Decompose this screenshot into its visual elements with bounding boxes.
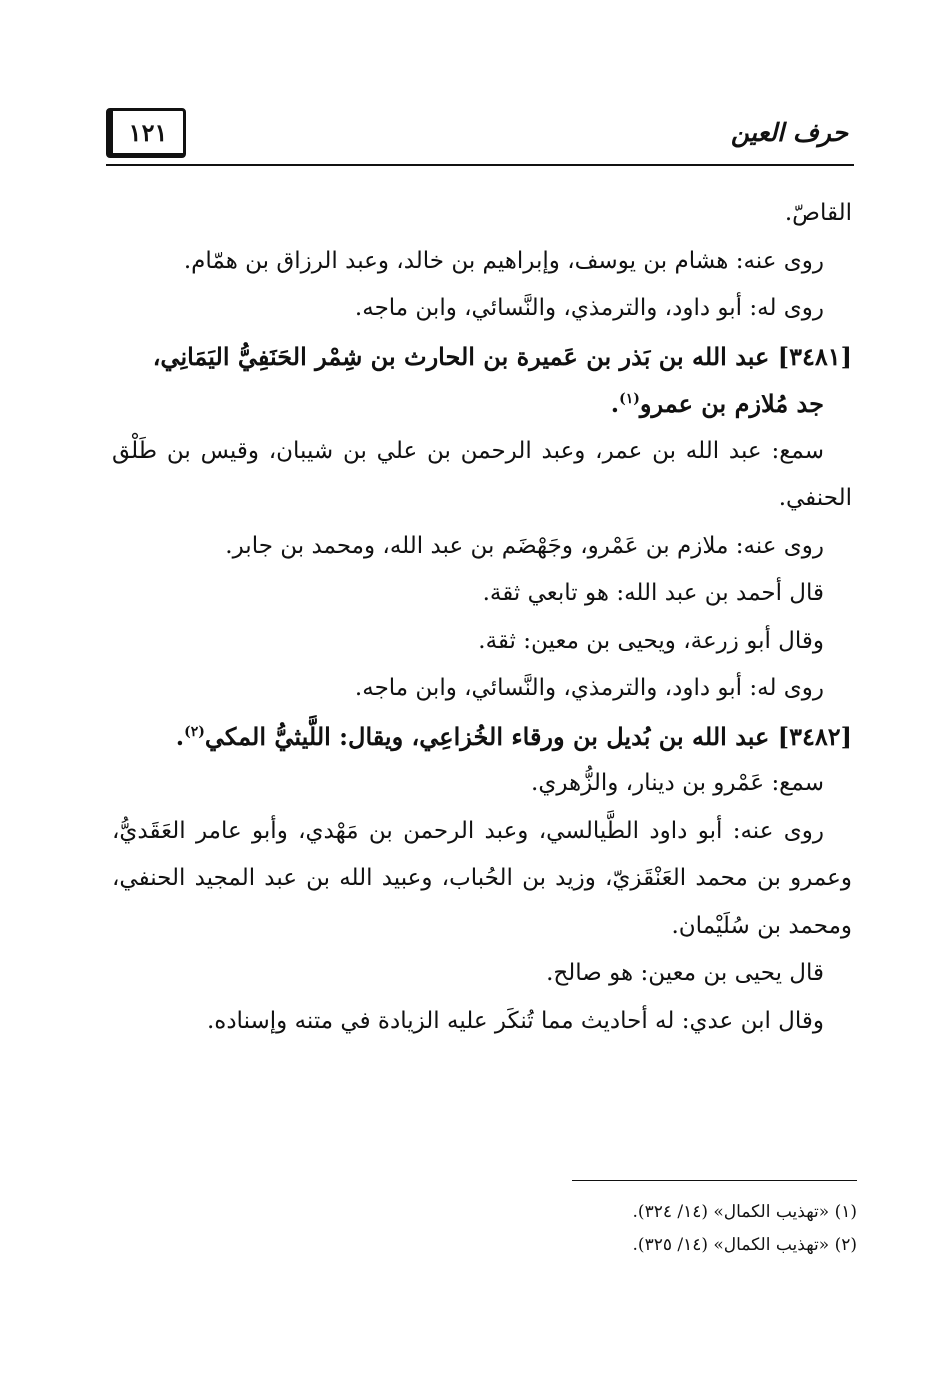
paragraph: القاصّ. [784,200,852,226]
entry-heading-3482 [112,713,852,761]
footnote: (٢) «تهذيب الكمال» (١٤/ ٣٢٥). [632,1235,857,1255]
paragraph: قال يحيى بن معين: هو صالح. [546,960,824,986]
entry-heading-continuation [112,380,852,428]
entry-heading-end: . [175,721,185,751]
paragraph: روى عنه: ملازم بن عَمْرو، وجَهْضَم بن عبد الله، ومحمد بن جابر. [225,532,824,559]
footnotes [300,1196,857,1262]
entry-heading-line: جد مُلازم بن عمرو [639,389,824,418]
entry-heading-line: [٣٤٨٢] عبد الله بن بُديل بن ورقاء الخُزاعِي، ويقال: اللَّيثيُّ المكي [204,721,852,751]
entry-heading-3481 [112,333,852,428]
footnote-ref: (١) [619,391,640,407]
header-divider [106,164,854,166]
chapter-title: حرف العين [730,118,848,147]
paragraph: قال أحمد بن عبد الله: هو تابعي ثقة. [482,580,824,606]
footnote: (١) «تهذيب الكمال» (١٤/ ٣٢٤). [632,1202,857,1222]
paragraph: سمع: عبد الله بن عمر، وعبد الرحمن بن علي بن شيبان، وقيس بن طَلْق الحنفي. [112,437,852,511]
paragraph: روى له: أبو داود، والترمذي، والنَّسائي، وابن ماجه. [354,295,824,321]
entry-heading-line: [٣٤٨١] عبد الله بن بَذر بن عَميرة بن الحارث بن شِمْر الحَنَفِيُّ اليَمَانِي، [152,341,852,371]
entry-heading-end: . [610,389,620,418]
page-number: ١٢١ [106,108,186,158]
paragraph: سمع: عَمْرو بن دينار، والزُّهري. [531,770,824,796]
paragraph: وقال ابن عدي: له أحاديث مما تُنكَر عليه الزيادة في متنه وإسناده. [206,1007,824,1034]
main-text [112,190,852,1045]
paragraph: روى عنه: هشام بن يوسف، وإبراهيم بن خالد، وعبد الرزاق بن همّام. [183,247,824,274]
paragraph: وقال أبو زرعة، ويحيى بن معين: ثقة. [478,627,824,654]
paragraph: روى عنه: أبو داود الطَّيالسي، وعبد الرحمن بن مَهْدي، وأبو عامر العَقَديُّ، وعمرو بن محمد العَنْقَزيّ، وزيد بن الحُباب، وعبيد الله بن عبد المجيد الحنفي، ومحمد بن سُلَيْمان. [112,817,852,939]
footnote-ref: (٢) [184,723,205,740]
page-header [106,108,850,164]
footnote-divider [572,1180,857,1181]
paragraph: روى له: أبو داود، والترمذي، والنَّسائي، وابن ماجه. [354,675,824,701]
